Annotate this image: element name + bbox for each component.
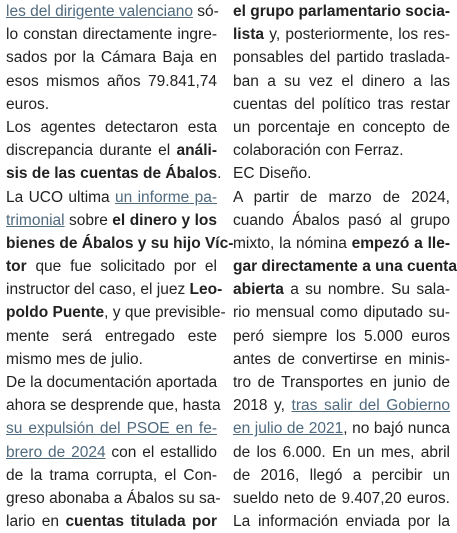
text-line — [6, 209, 217, 232]
inline-link[interactable]: brero de 2024 — [6, 443, 106, 461]
body-text: cuentas del político tras restar — [233, 95, 450, 113]
text-line — [233, 325, 450, 348]
text-line — [6, 232, 234, 255]
text-line — [6, 487, 221, 510]
bold-text: el grupo parlamentario socia- — [233, 3, 451, 20]
body-text: rio mensual como diputado su- — [233, 304, 450, 322]
body-text: mente será entregado este — [6, 327, 217, 345]
text-line — [6, 278, 223, 301]
body-text: A partir de marzo de 2024, — [233, 188, 450, 206]
bold-text: sis de las cuentas de Ábalos — [6, 165, 218, 183]
body-text: Los agentes detectaron esta — [6, 118, 217, 136]
text-line — [233, 139, 450, 162]
bold-text: empezó a lle- — [351, 234, 450, 252]
text-line — [233, 23, 450, 46]
body-text: tro de Transportes en junio de — [233, 374, 450, 391]
text-line — [233, 441, 450, 464]
right-column — [233, 0, 457, 533]
text-line — [233, 255, 457, 278]
bold-text: abierta — [233, 281, 284, 299]
body-text: mismo mes de julio. — [6, 350, 143, 368]
body-text: antes de convertirse en minis- — [233, 350, 450, 368]
body-text: y, posteriormente, los res- — [264, 26, 450, 44]
bold-text: poldo Puente — [6, 304, 105, 322]
text-line — [6, 348, 217, 371]
text-line — [6, 464, 217, 487]
text-line — [233, 162, 450, 185]
bold-text: tor — [6, 258, 27, 276]
bold-text: cuentas titulada por — [65, 513, 217, 531]
text-line — [233, 510, 450, 533]
text-line — [233, 278, 450, 301]
text-line — [233, 209, 450, 232]
body-text: . — [217, 165, 222, 183]
left-column — [6, 0, 234, 533]
text-line — [6, 46, 217, 69]
text-line — [6, 0, 217, 23]
bold-text: bienes de Ábalos y su hijo Víc- — [6, 234, 234, 252]
text-line — [233, 487, 450, 510]
inline-link[interactable]: su expulsión del PSOE en fe- — [6, 420, 217, 438]
text-line — [233, 232, 450, 255]
body-text: La UCO ultima — [6, 188, 116, 206]
body-text: un porcentaje en concepto de — [233, 118, 450, 136]
inline-link[interactable]: trimonial — [6, 211, 65, 229]
inline-link[interactable]: un informe pa- — [115, 188, 217, 206]
text-line — [6, 23, 217, 46]
body-text: ahora se desprende que, hasta — [6, 397, 221, 415]
text-line — [233, 116, 450, 139]
body-text: a su nombre. Su sala- — [283, 281, 450, 299]
body-text: , no bajó nunca — [343, 420, 450, 438]
text-line — [233, 464, 450, 487]
bold-text: análi- — [176, 142, 217, 160]
body-text: La información enviada por la — [233, 513, 450, 531]
text-line — [6, 93, 217, 116]
body-text: de los 6.000. En un mes, abril — [233, 443, 450, 461]
text-line — [6, 301, 226, 324]
text-line — [6, 371, 217, 394]
text-line — [233, 46, 450, 69]
body-text: sueldo neto de 9.407,20 euros. — [233, 489, 450, 507]
body-text: de la trama corrupta, el Con- — [6, 466, 217, 484]
text-line — [233, 0, 450, 23]
text-line — [6, 325, 217, 348]
body-text: esos mismos años 79.841,74 — [6, 72, 217, 90]
body-text: mixto, la nómina — [233, 234, 352, 252]
text-line — [6, 116, 217, 139]
body-text: só- — [192, 3, 219, 20]
body-text: euros. — [6, 95, 50, 113]
body-text: EC Diseño. — [233, 165, 312, 183]
text-line — [233, 70, 450, 93]
body-text: que fue solicitado por el — [26, 258, 217, 276]
body-text: sados por la Cámara Baja en — [6, 49, 217, 67]
text-line — [6, 186, 217, 209]
inline-link[interactable]: les del dirigente valenciano — [6, 3, 193, 20]
text-line — [233, 394, 450, 417]
bold-text: gar directamente a una cuenta — [233, 258, 457, 276]
text-line — [6, 417, 217, 440]
body-text: peró siempre los 5.000 euros — [233, 327, 450, 345]
bold-text: Leo- — [189, 281, 223, 299]
body-text: greso abonaba a Ábalos su sa- — [6, 489, 221, 507]
bold-text: lista — [233, 26, 265, 44]
text-line — [233, 348, 450, 371]
body-text: de 2016, llegó a percibir un — [233, 466, 450, 484]
text-line — [6, 510, 217, 533]
body-text: ponsables del partido traslada- — [233, 49, 450, 67]
text-line — [233, 93, 450, 116]
body-text: sobre — [64, 211, 113, 229]
body-text: De la documentación aportada — [6, 374, 218, 391]
inline-link[interactable]: en julio de 2021 — [233, 420, 344, 438]
body-text: cuando Ábalos pasó al grupo — [233, 211, 450, 229]
body-text: instructor del caso, el juez — [6, 281, 190, 299]
text-line — [6, 70, 217, 93]
body-text: ban a su vez el dinero a las — [233, 72, 450, 90]
text-line — [233, 417, 450, 440]
text-line — [6, 394, 221, 417]
text-line — [6, 255, 217, 278]
text-line — [233, 186, 450, 209]
body-text: discrepancia durante el — [6, 142, 177, 160]
body-text: con el estallido — [105, 443, 217, 461]
text-line — [6, 162, 222, 185]
text-line — [233, 301, 450, 324]
bold-text: el dinero y los — [112, 211, 217, 229]
body-text: lario en — [6, 513, 66, 531]
body-text: , y que previsible- — [104, 304, 226, 322]
text-line — [6, 139, 217, 162]
inline-link[interactable]: tras salir del Gobierno — [291, 397, 450, 415]
body-text: 2018 y, — [233, 397, 292, 415]
text-line — [6, 441, 217, 464]
body-text: colaboración con Ferraz. — [233, 142, 404, 160]
body-text: lo constan directamente ingre- — [6, 26, 217, 44]
text-line — [233, 371, 450, 394]
